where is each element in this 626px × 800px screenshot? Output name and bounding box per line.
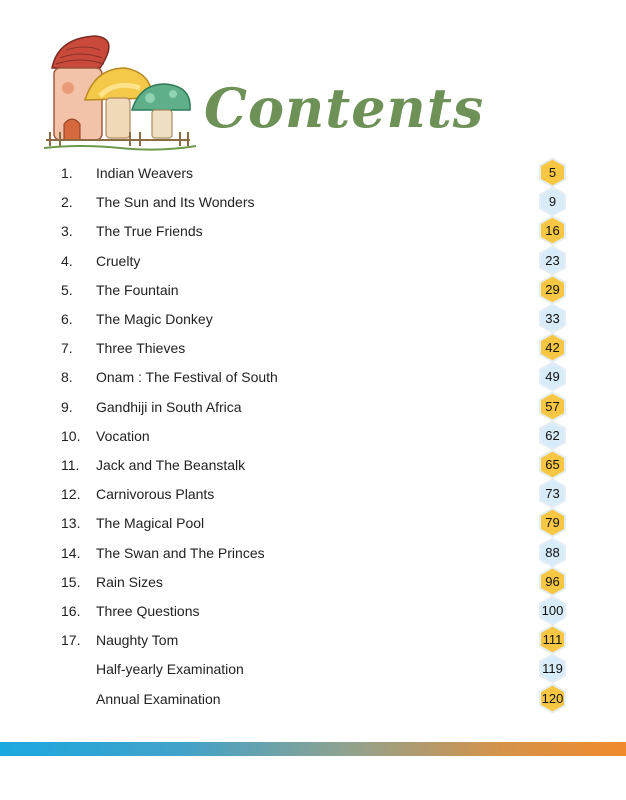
footer-gradient-bar [0, 742, 626, 756]
chapter-number: 12. [61, 486, 81, 503]
page-number-hexagon [537, 274, 568, 305]
chapter-title: The True Friends [96, 223, 203, 240]
toc-entry[interactable] [0, 654, 626, 683]
chapter-title: Gandhiji in South Africa [96, 398, 242, 415]
toc-entry[interactable] [0, 158, 626, 187]
page-number-hexagon [537, 303, 568, 334]
page-number-hexagon [537, 653, 568, 684]
mushroom-houses-illustration [40, 28, 200, 153]
page-number-hexagon [537, 420, 568, 451]
chapter-title: The Magical Pool [96, 515, 205, 532]
chapter-title: Onam : The Festival of South [96, 369, 278, 386]
chapter-number: 3. [61, 223, 73, 240]
page-title: Contents [204, 76, 485, 140]
toc-entry[interactable] [0, 216, 626, 245]
page-number-hexagon [537, 595, 568, 626]
page-number: 120 [541, 690, 564, 706]
chapter-number: 5. [61, 281, 73, 298]
toc-entry[interactable] [0, 625, 626, 654]
page-number: 49 [545, 369, 560, 385]
toc-entry[interactable] [0, 246, 626, 275]
page-number-hexagon [537, 449, 568, 480]
chapter-title: Cruelty [96, 252, 141, 269]
chapter-title: Annual Examination [96, 690, 221, 707]
chapter-number: 9. [61, 398, 73, 415]
chapter-title: Half-yearly Examination [96, 661, 244, 678]
chapter-number: 1. [61, 165, 73, 181]
page-number-hexagon [537, 361, 568, 392]
page-number-hexagon [537, 566, 568, 597]
chapter-number: 2. [61, 194, 73, 211]
page-number: 96 [545, 573, 560, 589]
chapter-number: 10. [61, 427, 81, 444]
page-number: 79 [545, 515, 560, 531]
chapter-title: Vocation [96, 427, 150, 444]
page-number: 9 [548, 194, 557, 210]
chapter-title: The Magic Donkey [96, 311, 213, 327]
page-number-hexagon [537, 507, 568, 538]
page-number-hexagon [537, 245, 568, 276]
toc-entry[interactable] [0, 596, 626, 625]
toc-entry[interactable] [0, 450, 626, 479]
chapter-number: 8. [61, 369, 73, 386]
toc-entry[interactable] [0, 479, 626, 508]
chapter-number: 7. [61, 340, 73, 357]
contents-header [40, 28, 485, 153]
page-number: 88 [545, 544, 560, 560]
page-number: 5 [548, 165, 557, 180]
page-number: 23 [545, 252, 560, 268]
page-number-hexagon [537, 332, 568, 363]
chapter-title: Rain Sizes [96, 573, 163, 590]
page-number-hexagon [537, 537, 568, 568]
toc-entry[interactable] [0, 392, 626, 421]
toc-entry[interactable] [0, 684, 626, 713]
page-number: 16 [545, 223, 560, 239]
chapter-number: 14. [61, 544, 81, 561]
chapter-title: Carnivorous Plants [96, 486, 215, 503]
page-number-hexagon [537, 391, 568, 422]
page-number-hexagon [537, 478, 568, 509]
chapter-number: 6. [61, 311, 73, 327]
toc-entry[interactable] [0, 275, 626, 304]
page-number: 29 [545, 281, 560, 297]
toc-entry[interactable] [0, 362, 626, 391]
chapter-number: 11. [61, 457, 80, 473]
chapter-title: Three Thieves [96, 340, 186, 357]
page-number: 73 [545, 486, 560, 502]
chapter-title: The Swan and The Princes [96, 544, 265, 561]
chapter-title: Naughty Tom [96, 632, 179, 649]
toc-entry[interactable] [0, 421, 626, 450]
toc-entry[interactable] [0, 187, 626, 216]
chapter-number: 13. [61, 515, 81, 532]
chapter-number: 16. [61, 603, 81, 619]
chapter-title: Three Questions [96, 603, 200, 619]
chapter-title: The Sun and Its Wonders [96, 194, 255, 211]
toc-entry[interactable] [0, 567, 626, 596]
chapter-title: The Fountain [96, 281, 179, 298]
page-number: 65 [545, 457, 560, 472]
page-number: 42 [545, 340, 560, 356]
page-number: 111 [542, 632, 563, 648]
page-number-hexagon [537, 624, 568, 655]
page-number: 57 [545, 398, 560, 414]
toc-entry[interactable] [0, 538, 626, 567]
chapter-title: Indian Weavers [96, 165, 194, 181]
page-number: 33 [545, 311, 560, 326]
chapter-number: 15. [61, 573, 81, 590]
page-number: 100 [541, 603, 564, 618]
page-number-hexagon [537, 215, 568, 246]
toc-entry[interactable] [0, 508, 626, 537]
page-number: 119 [542, 661, 563, 677]
chapter-title: Jack and The Beanstalk [96, 457, 246, 473]
page-number-hexagon [537, 683, 568, 714]
page-number-hexagon [537, 157, 568, 188]
toc-entry[interactable] [0, 304, 626, 333]
page-number-hexagon [537, 186, 568, 217]
page-number: 62 [545, 427, 560, 443]
toc-entry[interactable] [0, 333, 626, 362]
chapter-number: 4. [61, 252, 73, 269]
chapter-number: 17. [61, 632, 81, 649]
